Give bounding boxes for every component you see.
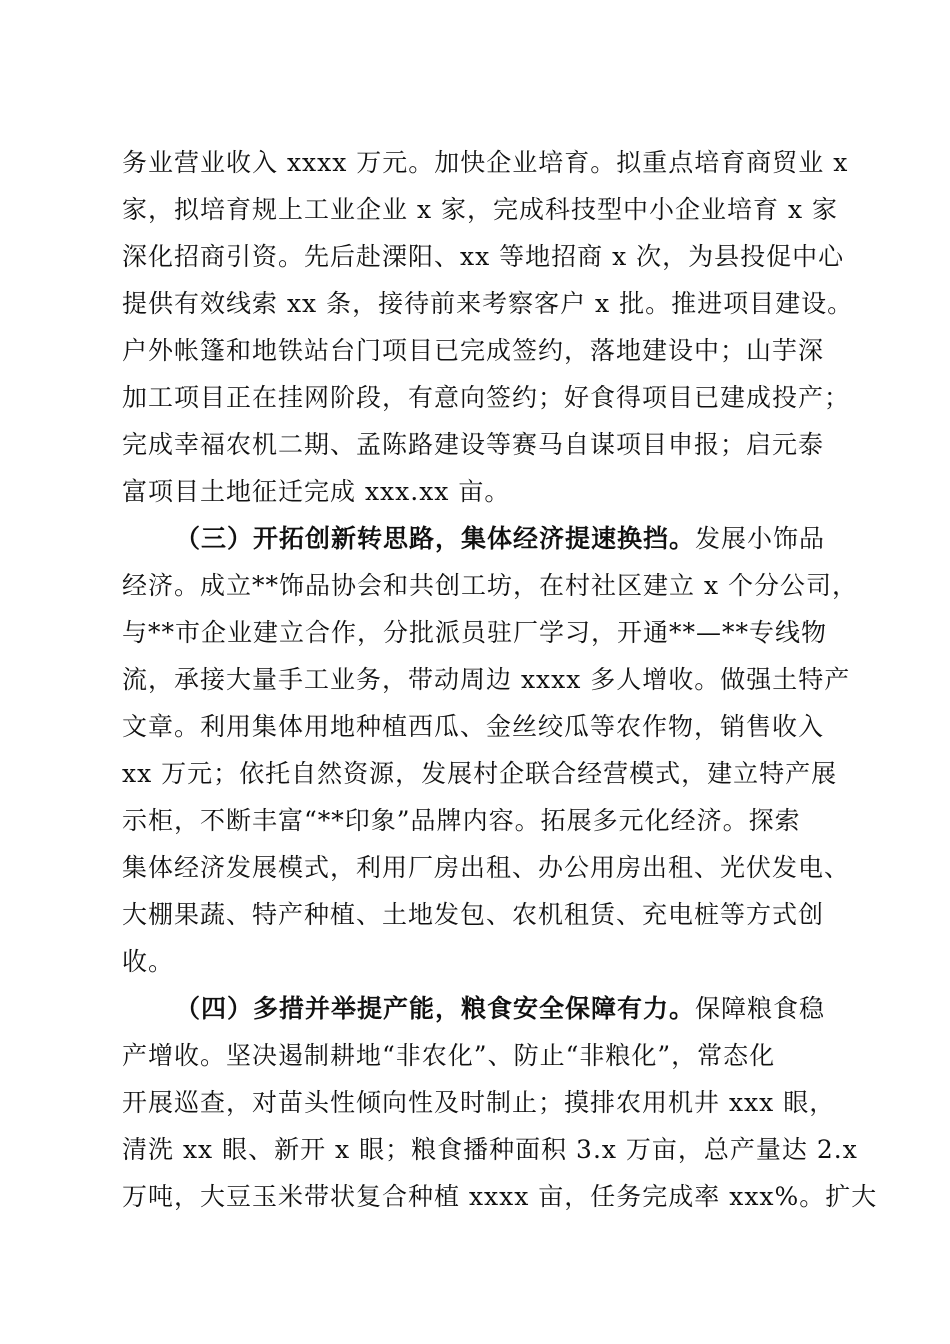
text-line: 收。 — [122, 947, 175, 976]
text-line: 示柜，不断丰富“**印象”品牌内容。拓展多元化经济。探索 — [122, 806, 801, 835]
section-heading-line — [175, 524, 842, 554]
text-line: 万吨，大豆玉米带状复合种植 xxxx 亩，任务完成率 xxx%。扩大 — [122, 1182, 878, 1211]
text-line: 完成幸福农机二期、孟陈路建设等赛马自谋项目申报；启元泰 — [122, 430, 825, 459]
text-line: 加工项目正在挂网阶段，有意向签约；好食得项目已建成投产； — [122, 383, 851, 412]
text-line: 与**市企业建立合作，分批派员驻厂学习，开通**—**专线物 — [122, 618, 828, 647]
text-line: 经济。成立**饰品协会和共创工坊，在村社区建立 x 个分公司， — [122, 571, 858, 600]
text-line: 提供有效线索 xx 条，接待前来考察客户 x 批。推进项目建设。 — [122, 289, 854, 318]
text-line: 大棚果蔬、特产种植、土地发包、农机租赁、充电桩等方式创 — [122, 900, 825, 929]
text-run: 保障粮食稳 — [695, 994, 826, 1023]
text-line: xx 万元；依托自然资源，发展村企联合经营模式，建立特产展 — [122, 759, 838, 788]
text-line: 家，拟培育规上工业企业 x 家，完成科技型中小企业培育 x 家 — [122, 195, 838, 224]
text-run: 发展小饰品 — [695, 524, 826, 553]
text-line: 开展巡查，对苗头性倾向性及时制止；摸排农用机井 xxx 眼， — [122, 1088, 836, 1117]
text-line: 户外帐篷和地铁站台门项目已完成签约，落地建设中；山芋深 — [122, 336, 825, 365]
text-line: 文章。利用集体用地种植西瓜、金丝绞瓜等农作物，销售收入 — [122, 712, 825, 741]
section-heading: （三）开拓创新转思路，集体经济提速换挡。 — [175, 524, 696, 553]
text-line: 集体经济发展模式，利用厂房出租、办公用房出租、光伏发电、 — [122, 853, 851, 882]
section-heading: （四）多措并举提产能，粮食安全保障有力。 — [175, 994, 696, 1023]
text-line: 深化招商引资。先后赴溧阳、xx 等地招商 x 次，为县投促中心 — [122, 242, 845, 271]
text-line: 务业营业收入 xxxx 万元。加快企业培育。拟重点培育商贸业 x — [122, 148, 849, 177]
section-heading-line — [175, 994, 842, 1024]
text-line: 产增收。坚决遏制耕地“非农化”、防止“非粮化”，常态化 — [122, 1041, 776, 1070]
text-line: 清洗 xx 眼、新开 x 眼；粮食播种面积 3.x 万亩，总产量达 2.x — [122, 1135, 858, 1164]
text-line: 流，承接大量手工业务，带动周边 xxxx 多人增收。做强土特产 — [122, 665, 851, 694]
text-line: 富项目土地征迁完成 xxx.xx 亩。 — [122, 477, 511, 506]
